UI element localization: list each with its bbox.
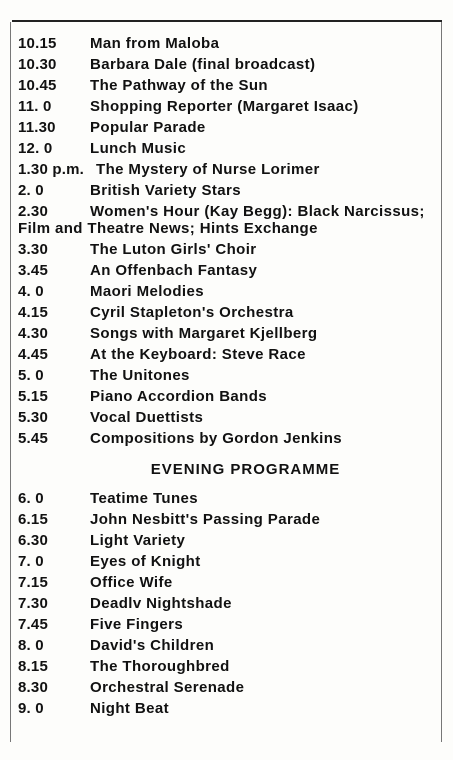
programme-title: Compositions by Gordon Jenkins xyxy=(90,430,343,447)
list-item xyxy=(18,281,443,302)
programme-title: The Pathway of the Sun xyxy=(90,77,268,94)
list-item xyxy=(18,117,443,138)
programme-title: The Luton Girls' Choir xyxy=(90,241,257,258)
section-heading: EVENING PROGRAMME xyxy=(150,461,341,478)
list-item xyxy=(18,75,443,96)
programme-title: Man from Maloba xyxy=(90,35,220,52)
programme-time: 1.30 p.m. xyxy=(18,161,84,178)
list-item xyxy=(18,180,443,201)
programme-title: Deadlv Nightshade xyxy=(90,595,232,612)
programme-time: 10.15 xyxy=(18,35,57,52)
list-item xyxy=(18,551,443,572)
programme-title: Popular Parade xyxy=(90,119,206,136)
list-item xyxy=(18,635,443,656)
programme-title: The Mystery of Nurse Lorimer xyxy=(96,161,320,178)
programme-title: British Variety Stars xyxy=(90,182,241,199)
list-item xyxy=(18,656,443,677)
programme-title: Orchestral Serenade xyxy=(90,679,245,696)
list-item xyxy=(18,488,443,509)
programme-title: Cyril Stapleton's Orchestra xyxy=(90,304,294,321)
programme-title: Night Beat xyxy=(90,700,169,717)
programme-time: 5.15 xyxy=(18,388,48,405)
programme-time: 4.30 xyxy=(18,325,48,342)
list-item xyxy=(18,428,443,449)
programme-title: An Offenbach Fantasy xyxy=(90,262,258,279)
programme-listing xyxy=(18,33,443,719)
programme-time: 2.30 xyxy=(18,203,48,220)
list-item xyxy=(18,407,443,428)
programme-time: 11. 0 xyxy=(18,98,52,115)
programme-title: At the Keyboard: Steve Race xyxy=(90,346,306,363)
left-rule xyxy=(10,22,11,742)
programme-title: Shopping Reporter (Margaret Isaac) xyxy=(90,98,359,115)
programme-title: Eyes of Knight xyxy=(90,553,201,570)
programme-time: 3.45 xyxy=(18,262,48,279)
programme-time: 4. 0 xyxy=(18,283,44,300)
programme-time: 8.30 xyxy=(18,679,48,696)
list-item xyxy=(18,698,443,719)
programme-time: 7. 0 xyxy=(18,553,44,570)
list-item xyxy=(18,572,443,593)
list-item xyxy=(18,302,443,323)
programme-time: 5.30 xyxy=(18,409,48,426)
list-item xyxy=(18,323,443,344)
programme-title: Lunch Music xyxy=(90,140,187,157)
programme-title: Piano Accordion Bands xyxy=(90,388,268,405)
list-item xyxy=(18,509,443,530)
daytime-programme xyxy=(18,33,443,449)
programme-title: Light Variety xyxy=(90,532,186,549)
list-item xyxy=(18,344,443,365)
list-item xyxy=(18,677,443,698)
list-item xyxy=(18,201,443,239)
programme-time: 7.30 xyxy=(18,595,48,612)
programme-time: 10.30 xyxy=(18,56,57,73)
programme-title: The Unitones xyxy=(90,367,190,384)
list-item xyxy=(18,96,443,117)
programme-title: Five Fingers xyxy=(90,616,184,633)
programme-title: Teatime Tunes xyxy=(90,490,199,507)
list-item xyxy=(18,239,443,260)
programme-title: Barbara Dale (final broadcast) xyxy=(90,56,316,73)
programme-time: 8.15 xyxy=(18,658,48,675)
evening-programme xyxy=(18,488,443,719)
programme-title: David's Children xyxy=(90,637,215,654)
programme-time: 7.45 xyxy=(18,616,48,633)
programme-time: 4.45 xyxy=(18,346,48,363)
programme-time: 9. 0 xyxy=(18,700,44,717)
list-item xyxy=(18,260,443,281)
list-item xyxy=(18,138,443,159)
programme-time: 5.45 xyxy=(18,430,48,447)
programme-time: 6.30 xyxy=(18,532,48,549)
programme-time: 8. 0 xyxy=(18,637,44,654)
programme-title: Maori Melodies xyxy=(90,283,204,300)
programme-time: 7.15 xyxy=(18,574,48,591)
programme-title: The Thoroughbred xyxy=(90,658,230,675)
list-item xyxy=(18,614,443,635)
programme-time: 6. 0 xyxy=(18,490,44,507)
programme-time: 5. 0 xyxy=(18,367,44,384)
programme-time: 3.30 xyxy=(18,241,48,258)
programme-time: 12. 0 xyxy=(18,140,53,157)
list-item xyxy=(18,530,443,551)
programme-title: John Nesbitt's Passing Parade xyxy=(90,511,321,528)
list-item xyxy=(18,54,443,75)
programme-time: 10.45 xyxy=(18,77,57,94)
list-item xyxy=(18,365,443,386)
programme-time: 2. 0 xyxy=(18,182,44,199)
list-item xyxy=(18,159,443,180)
list-item xyxy=(18,386,443,407)
top-rule xyxy=(12,20,442,22)
programme-title: Vocal Duettists xyxy=(90,409,204,426)
programme-time: 6.15 xyxy=(18,511,48,528)
list-item xyxy=(18,33,443,54)
programme-time: 4.15 xyxy=(18,304,48,321)
programme-title: Office Wife xyxy=(90,574,173,591)
programme-title: Songs with Margaret Kjellberg xyxy=(90,325,318,342)
programme-title: Women's Hour (Kay Begg): Black Narcissus; Film and Theatre News; Hints Exchange xyxy=(18,203,425,237)
programme-time: 11.30 xyxy=(18,119,56,136)
list-item xyxy=(18,593,443,614)
